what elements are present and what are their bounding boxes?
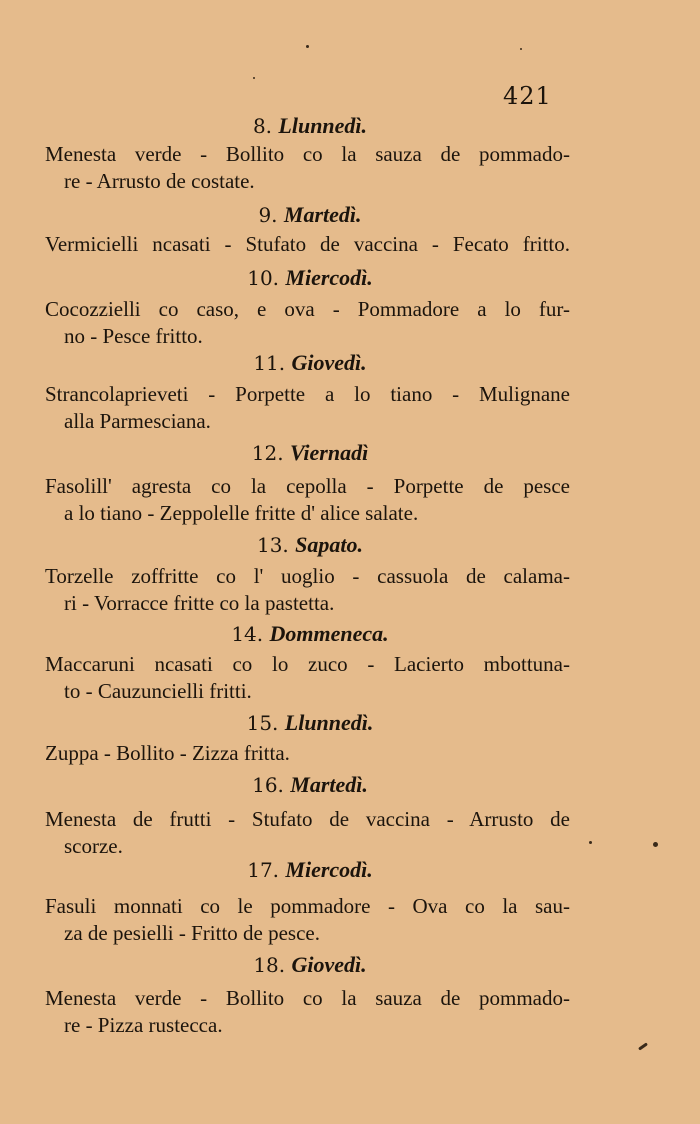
menu-line: Zuppa - Bollito - Zizza fritta. [45,741,290,765]
paper-speck [306,45,309,48]
day-number: 10. [247,266,280,290]
menu-line: Maccaruni ncasati co lo zuco - Lacierto mbottuna- [45,652,570,676]
menu-line: re - Pizza rustecca. [64,1013,223,1037]
paper-speck [520,48,522,50]
menu-line: za de pesielli - Fritto de pesce. [64,921,320,945]
day-heading [0,441,620,465]
day-heading [0,773,620,797]
menu-line: no - Pesce fritto. [64,324,203,348]
day-name: Martedì. [290,772,368,797]
menu-line: Vermicielli ncasati - Stufato de vaccina - Fecato fritto. [45,232,570,256]
day-heading [0,351,620,375]
day-name: Martedì. [283,202,362,227]
day-number: 14. [231,622,264,646]
menu-line: Menesta verde - Bollito co la sauza de pommado- [45,142,570,166]
day-name: Giovedì. [291,350,367,375]
day-name: Viernadì [289,440,369,465]
menu-line: a lo tiano - Zeppolelle fritte d' alice salate. [64,501,419,525]
day-number: 17. [247,858,280,882]
paper-speck [253,77,255,79]
day-name: Sapato. [295,532,364,557]
menu-line: Fasuli monnati co le pommadore - Ova co la sau- [45,894,570,918]
day-heading [0,858,620,882]
menu-line: Torzelle zoffritte co l' uoglio - cassuola de calama- [45,564,570,588]
day-name: Llunnedì. [284,710,374,735]
day-number: 15. [246,711,279,735]
menu-line: ri - Vorracce fritte co la pastetta. [64,591,335,615]
day-heading [0,953,620,977]
day-heading [0,203,620,227]
day-number: 8. [252,114,273,138]
day-heading [0,266,620,290]
menu-line: to - Cauzuncielli fritti. [64,679,252,703]
day-number: 16. [252,773,284,797]
menu-line: scorze. [64,834,123,858]
day-number: 9. [258,203,278,227]
day-heading [0,114,620,138]
day-number: 13. [256,533,289,557]
menu-line: Fasolill' agresta co la cepolla - Porpette de pesce [45,474,570,498]
day-name: Llunnedì. [278,113,368,138]
day-number: 11. [253,351,286,375]
paper-speck [653,842,658,847]
paper-speck [589,841,592,844]
day-name: Dommeneca. [269,621,389,646]
day-heading [0,622,620,646]
day-name: Giovedì. [291,952,367,977]
menu-line: re - Arrusto de costate. [64,169,255,193]
menu-line: Strancolaprieveti - Porpette a lo tiano - Mulignane [45,382,570,406]
menu-line: alla Parmesciana. [64,409,211,433]
day-heading [0,711,620,735]
day-number: 18. [253,953,286,977]
paper-speck [638,1042,648,1050]
page-number: 421 [503,82,552,110]
day-heading [0,533,620,557]
day-name: Miercodì. [285,265,373,290]
day-number: 12. [251,441,284,465]
menu-line: Cocozzielli co caso, e ova - Pommadore a lo fur- [45,297,570,321]
day-name: Miercodì. [285,857,373,882]
menu-line: Menesta verde - Bollito co la sauza de pommado- [45,986,570,1010]
menu-line: Menesta de frutti - Stufato de vaccina - Arrusto de [45,807,570,831]
